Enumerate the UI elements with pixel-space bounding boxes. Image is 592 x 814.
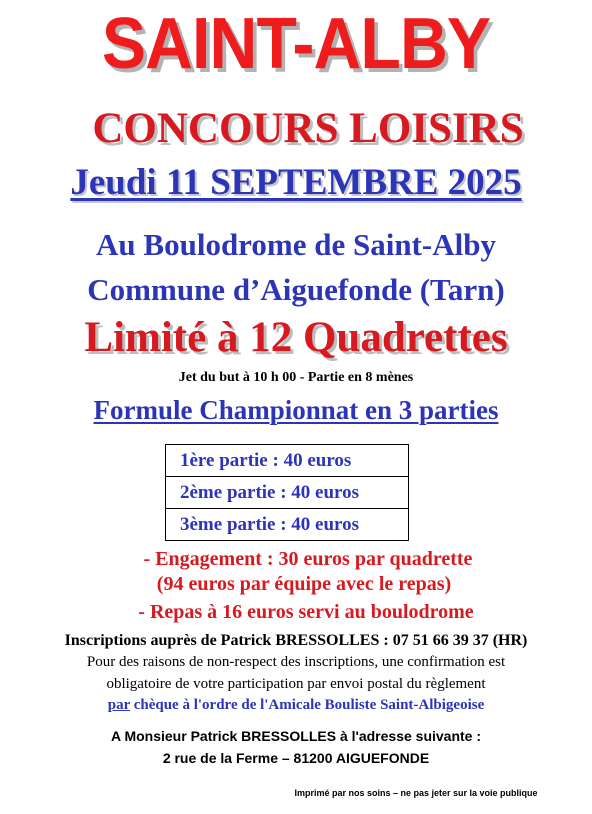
address-recipient: A Monsieur Patrick BRESSOLLES à l'adresse suivante : <box>110 728 482 744</box>
team-limit: Limité à 12 Quadrettes <box>84 314 508 361</box>
confirmation-notice-line-1: Pour des raisons de non-respect des inscriptions, une confirmation est <box>86 654 506 670</box>
payment-text: chèque à l'ordre de l'Amicale Bouliste Saint-Albigeoise <box>129 697 485 713</box>
engagement-fee: - Engagement : 30 euros par quadrette <box>143 548 473 570</box>
print-footer: Imprimé par nos soins – ne pas jeter sur la voie publique <box>294 788 538 798</box>
prize-cell: 2ème partie : 40 euros <box>166 477 409 509</box>
meal-price: - Repas à 16 euros servi au boulodrome <box>138 601 474 623</box>
prize-table <box>165 444 409 541</box>
event-date-text: Jeudi 11 SEPTEMBRE 2025 <box>70 162 522 203</box>
address-street: 2 rue de la Ferme – 81200 AIGUEFONDE <box>162 750 430 766</box>
prize-cell: 3ème partie : 40 euros <box>166 509 409 541</box>
table-row <box>166 445 409 477</box>
table-row <box>166 509 409 541</box>
schedule-info: Jet du but à 10 h 00 - Partie en 8 mènes <box>178 370 414 385</box>
poster-title: SAINT-ALBY <box>101 4 491 84</box>
engagement-detail: (94 euros par équipe avec le repas) <box>156 573 452 595</box>
payment-instructions <box>0 696 592 715</box>
format-heading-text: Formule Championnat en 3 parties <box>93 395 499 425</box>
venue-line-2: Commune d’Aiguefonde (Tarn) <box>87 272 505 307</box>
prize-cell: 1ère partie : 40 euros <box>166 445 409 477</box>
payment-prefix: par <box>107 697 130 713</box>
event-date <box>0 161 592 205</box>
table-row <box>166 477 409 509</box>
format-heading <box>0 393 592 427</box>
confirmation-notice-line-2: obligatoire de votre participation par envoi postal du règlement <box>106 676 486 692</box>
venue-line-1: Au Boulodrome de Saint-Alby <box>96 227 496 262</box>
registration-contact: Inscriptions auprès de Patrick BRESSOLLES : 07 51 66 39 37 (HR) <box>64 632 528 649</box>
event-type-heading: CONCOURS LOISIRS <box>92 105 524 152</box>
